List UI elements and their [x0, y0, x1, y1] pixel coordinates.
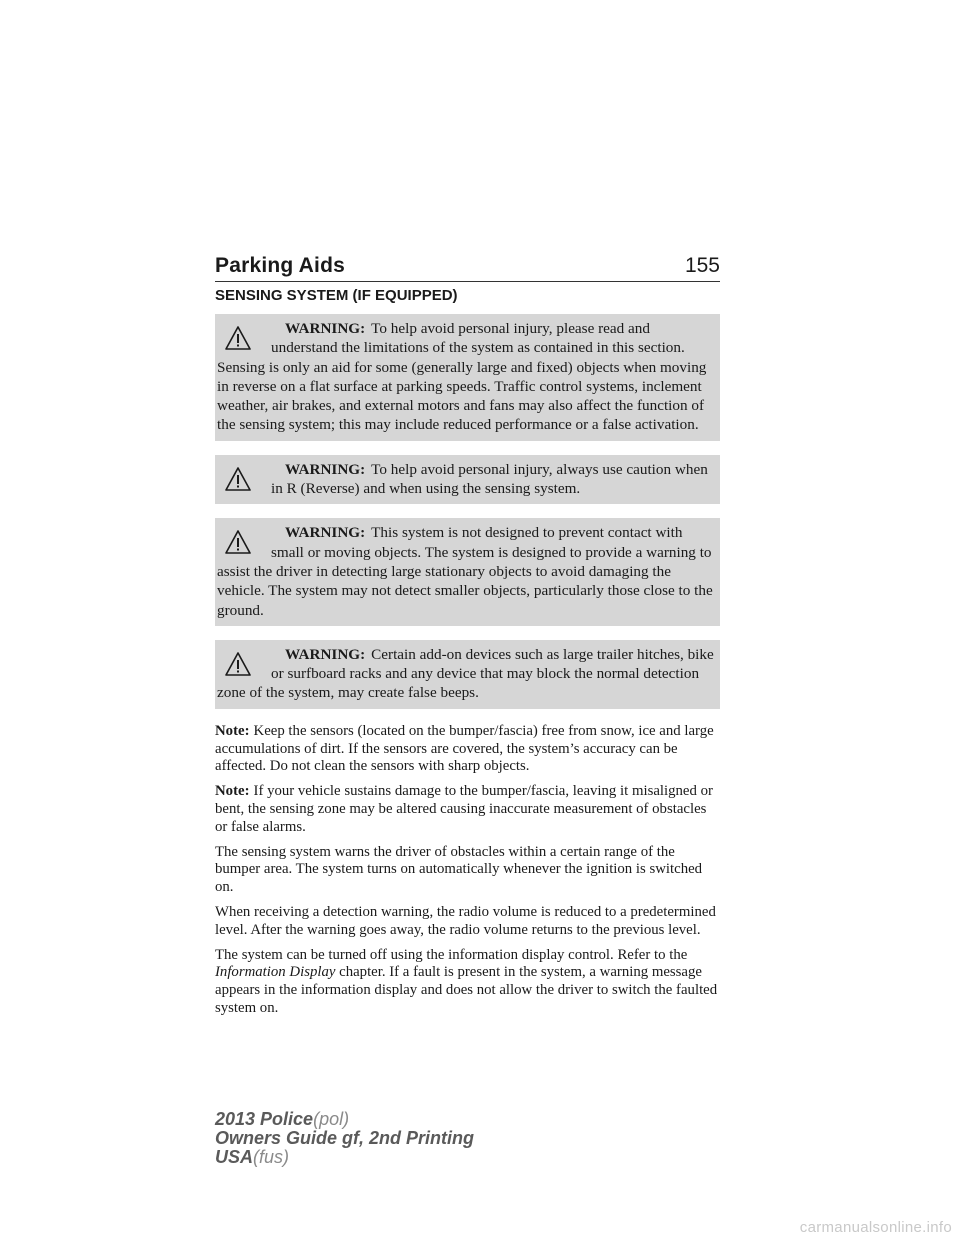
- footer-market: USA: [215, 1147, 254, 1167]
- note-text: If your vehicle sustains damage to the bumper/fascia, leaving it misaligned or bent, the sensing zone may be altered causing inaccurate measurement of obstacles or false alarms.: [215, 783, 713, 835]
- warning-label: WARNING:: [285, 524, 366, 542]
- body-paragraph: When receiving a detection warning, the radio volume is reduced to a predetermined level. After the warning goes away, the radio volume returns to the previous level.: [215, 903, 716, 938]
- watermark: carmanualsonline.info: [799, 1219, 952, 1236]
- warning-text: To help avoid personal injury, please read and understand the limitations of the system as contained in this section. Sensing is only an aid for some (generally large and fixed) objects when moving in reverse on a flat surface at parking speeds. Traffic control systems, inclement weather, air brakes, and external motors and fans may also affect the function of the sensing system; this may include reduced performance or a false activation.: [217, 320, 707, 434]
- page-header: [215, 254, 720, 282]
- footer-guide: Owners Guide gf, 2nd Printing: [215, 1128, 475, 1148]
- section-title: SENSING SYSTEM (IF EQUIPPED): [215, 287, 458, 304]
- footer-market-code: (fus): [253, 1147, 290, 1167]
- body-paragraph: The sensing system warns the driver of obstacles within a certain range of the bumper area. The system turns on automatically whenever the ignition is switched on.: [215, 843, 703, 896]
- warning-label: WARNING:: [285, 460, 366, 478]
- warning-text: Certain add-on devices such as large trailer hitches, bike or surfboard racks and any device that may block the normal detection zone of the system, may create false beeps.: [217, 645, 714, 702]
- page-title: Parking Aids: [215, 254, 345, 277]
- chapter-reference: Information Display: [215, 964, 336, 981]
- warning-label: WARNING:: [285, 320, 366, 337]
- warning-triangle-icon: [225, 325, 251, 351]
- note-label: Note:: [215, 722, 250, 739]
- warning-box: [215, 640, 720, 709]
- footer-line: [215, 1148, 474, 1167]
- footer: [215, 1110, 474, 1167]
- footer-line: [215, 1129, 474, 1148]
- warning-triangle-icon: [225, 529, 251, 555]
- warning-label: WARNING:: [285, 645, 366, 663]
- main-content: [215, 287, 720, 1025]
- warning-text: To help avoid personal injury, always use caution when in R (Reverse) and when using the sensing system.: [271, 460, 708, 498]
- note-label: Note:: [215, 783, 250, 800]
- page-number: 155: [684, 254, 720, 277]
- warning-box: [215, 314, 720, 441]
- paragraph-text: chapter. If a fault is present in the system, a warning message appears in the information display and does not allow the driver to switch the faulted system on.: [215, 964, 718, 1016]
- body-paragraph: [215, 947, 720, 1018]
- footer-model: 2013 Police: [215, 1109, 314, 1129]
- warning-triangle-icon: [225, 651, 251, 677]
- warning-box: [215, 455, 720, 505]
- note-paragraph: [215, 723, 720, 776]
- warning-text: This system is not designed to prevent contact with small or moving objects. The system is designed to provide a warning to assist the driver in detecting large stationary objects to avoid damaging the vehicle. The system may not detect smaller objects, particularly those close to the ground.: [217, 524, 713, 619]
- note-text: Keep the sensors (located on the bumper/fascia) free from snow, ice and large accumulations of dirt. If the sensors are covered, the system’s accuracy can be affected. Do not clean the sensors with sharp objects.: [215, 722, 714, 775]
- note-paragraph: [215, 783, 720, 836]
- footer-line: [215, 1110, 474, 1129]
- warning-box: [215, 518, 720, 625]
- warning-triangle-icon: [225, 466, 251, 492]
- paragraph-text: The system can be turned off using the information display control. Refer to the: [215, 946, 688, 963]
- footer-model-code: (pol): [313, 1109, 350, 1129]
